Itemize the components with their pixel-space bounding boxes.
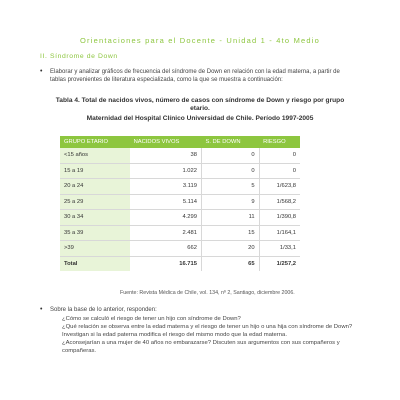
column-header: RIESGO — [259, 136, 300, 148]
page-header: Orientaciones para el Docente - Unidad 1 - 4to Medio — [80, 36, 320, 45]
question-item: Investigan si la edad paterna modifica el riesgo del mismo modo que la edad materna. — [62, 332, 287, 338]
table-cell: 35 a 39 — [60, 225, 130, 241]
question-item: ¿Aconsejarían a una mujer de 40 años no embarazarse? Discuten sus argumentos con sus compañeros y compañeras. — [62, 340, 340, 354]
table-cell: 4.299 — [130, 210, 202, 226]
column-header: GRUPO ETARIO — [60, 136, 130, 148]
table-cell: 5 — [201, 179, 259, 195]
table-cell: 1/623,8 — [259, 179, 300, 195]
table-cell: 2.481 — [130, 225, 202, 241]
table-cell: 65 — [201, 256, 259, 271]
table-cell: 662 — [130, 241, 202, 257]
question-item: ¿Cómo se calculó el riesgo de tener un hijo con síndrome de Down? — [62, 316, 241, 322]
data-table — [60, 136, 300, 271]
table-cell: 11 — [201, 210, 259, 226]
table-subtitle: Maternidad del Hospital Clínico Universidad de Chile. Período 1997-2005 — [86, 115, 314, 122]
table-total-row — [60, 256, 300, 271]
column-header: NACIDOS VIVOS — [130, 136, 202, 148]
table-row — [60, 194, 300, 210]
table-cell: <15 años — [60, 148, 130, 163]
questions-bullet — [40, 306, 356, 314]
table-cell: 1.022 — [130, 163, 202, 179]
table-cell: 20 a 24 — [60, 179, 130, 195]
bullet-dot-icon: • — [40, 68, 43, 75]
column-header: S. DE DOWN — [201, 136, 259, 148]
table-row — [60, 148, 300, 163]
intro-bullet — [40, 68, 356, 85]
intro-text: Elaborar y analizar gráficos de frecuencia del síndrome de Down en relación con la edad materna, a partir de tablas provenientes de literatura especializada, como la que se muestra a continuación: — [50, 69, 340, 84]
table-row — [60, 225, 300, 241]
table-cell: 38 — [130, 148, 202, 163]
question-list — [62, 315, 358, 355]
table-cell: 1/257,2 — [276, 260, 296, 267]
bullet-dot-icon: • — [40, 306, 43, 313]
table-cell: 0 — [259, 148, 300, 163]
table-cell: 0 — [201, 163, 259, 179]
table-cell: 0 — [201, 148, 259, 163]
table-cell: 25 a 29 — [60, 194, 130, 210]
table-cell: Total — [60, 256, 130, 271]
table-cell: 16.715 — [130, 256, 202, 271]
table-row — [60, 210, 300, 226]
table-cell: 1/568,2 — [259, 194, 300, 210]
table-cell: 5.114 — [130, 194, 202, 210]
table-cell: 20 — [201, 241, 259, 257]
table-row — [60, 241, 300, 257]
table-cell: >39 — [60, 241, 130, 257]
table-row — [60, 163, 300, 179]
section-title: II. Síndrome de Down — [40, 53, 118, 60]
table-cell: 3.119 — [130, 179, 202, 195]
question-item: ¿Qué relación se observa entre la edad materna y el riesgo de tener un hijo o una hija con síndrome de Down? — [62, 324, 353, 330]
table-cell: 1/390,8 — [259, 210, 300, 226]
table-cell: 1/33,1 — [259, 241, 300, 257]
questions-lead: Sobre la base de lo anterior, responden: — [50, 307, 157, 313]
table-source: Fuente: Revista Médica de Chile, vol. 134, nº 2, Santiago, diciembre 2006. — [120, 290, 295, 296]
table-header-row — [60, 136, 300, 148]
table-cell: 1/164,1 — [259, 225, 300, 241]
table-cell: 15 a 19 — [60, 163, 130, 179]
table-cell: 30 a 34 — [60, 210, 130, 226]
table-row — [60, 179, 300, 195]
table-cell: 0 — [259, 163, 300, 179]
table-cell: 9 — [201, 194, 259, 210]
table-title: Tabla 4. Total de nacidos vivos, número de casos con síndrome de Down y riesgo por grupo etario. — [55, 97, 345, 113]
table-cell: 15 — [201, 225, 259, 241]
